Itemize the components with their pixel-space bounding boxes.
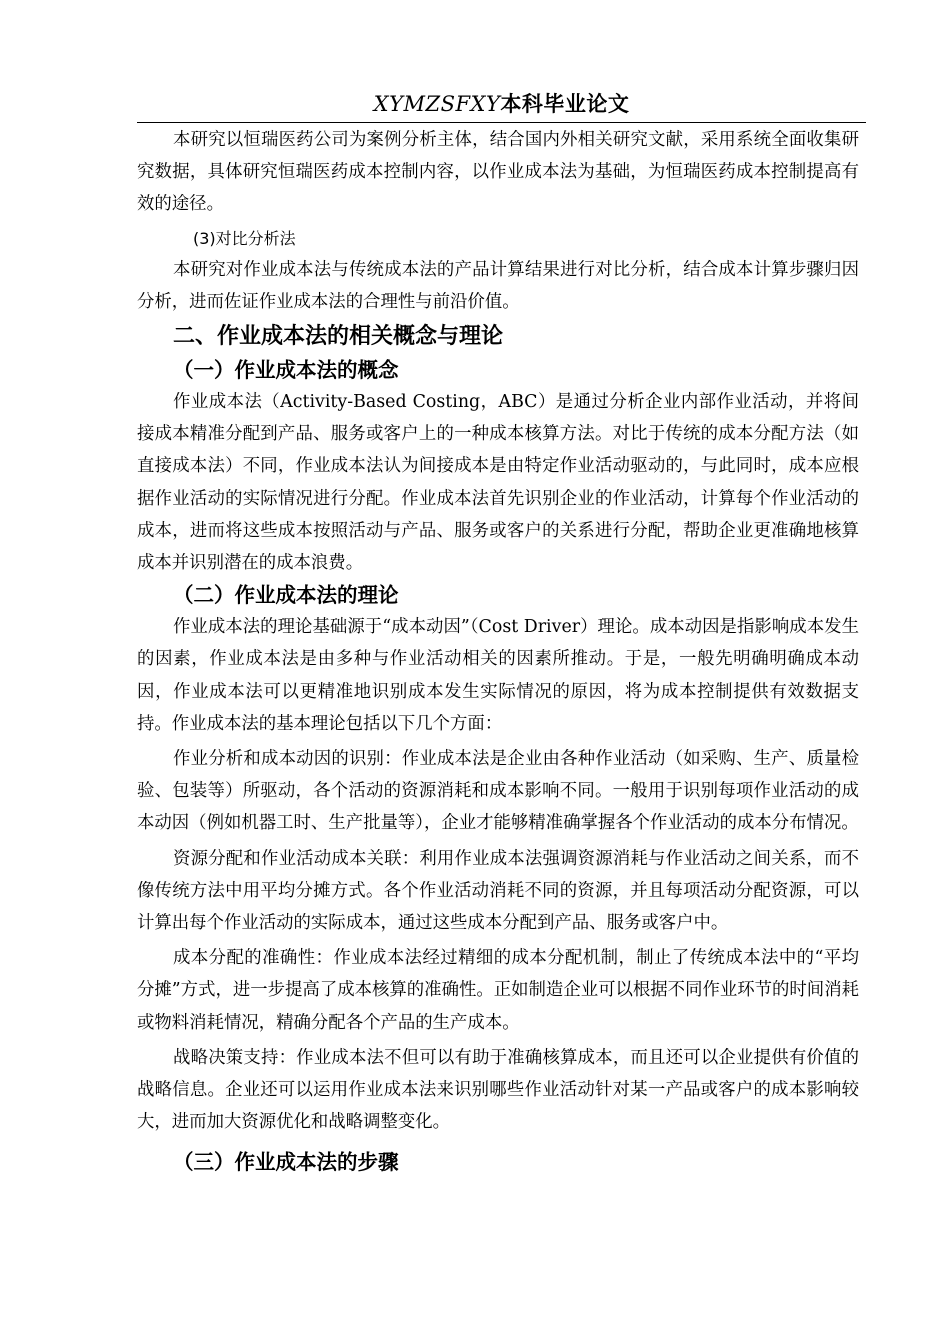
paragraph-resource-allocation: 资源分配和作业活动成本关联：利用作业成本法强调资源消耗与作业活动之间关系，而不像传统方法中用平均分摊方式。各个作业活动消耗不同的资源，并且每项活动分配资源，可以计算出每个作业活动的实际成本，通过这些成本分配到产品、服务或客户中。 — [137, 848, 859, 934]
subsection-3-heading: （三）作业成本法的步骤 — [173, 1150, 399, 1175]
header-latin-code: XYMZSFXY — [373, 92, 501, 116]
paragraph-method-3: 本研究对作业成本法与传统成本法的产品计算结果进行对比分析，结合成本计算步骤归因分析，进而佐证作业成本法的合理性与前沿价值。 — [137, 259, 859, 312]
paragraph-concept: 作业成本法（Activity-Based Costing，ABC）是通过分析企业内部作业活动，并将间接成本精准分配到产品、服务或客户上的一种成本核算方法。对比于传统的成本分配方法（如直接成本法）不同，作业成本法认为间接成本是由特定作业活动驱动的，与此同时，成本应根据作业活动的实际情况进行分配。作业成本法首先识别企业的作业活动，计算每个作业活动的成本，进而将这些成本按照活动与产品、服务或客户的关系进行分配，帮助企业更准确地核算成本并识别潜在的成本浪费。 — [137, 392, 859, 574]
running-header — [137, 92, 866, 116]
paragraph-activity-analysis: 作业分析和成本动因的识别：作业成本法是企业由各种作业活动（如采购、生产、质量检验、包装等）所驱动，各个活动的资源消耗和成本影响不同。一般用于识别每项作业活动的成本动因（例如机器工时、生产批量等），企业才能够精准确掌握各个作业活动的成本分布情况。 — [137, 749, 859, 834]
method-3-heading: (3)对比分析法 — [193, 228, 296, 248]
paragraph-intro: 本研究以恒瑞医药公司为案例分析主体，结合国内外相关研究文献，采用系统全面收集研究数据，具体研究恒瑞医药成本控制内容，以作业成本法为基础，为恒瑞医药成本控制提高有效的途径。 — [137, 130, 859, 215]
paragraph-strategy-support: 战略决策支持：作业成本法不但可以有助于准确核算成本，而且还可以企业提供有价值的战略信息。企业还可以运用作业成本法来识别哪些作业活动针对某一产品或客户的成本影响较大，进而加大资源优化和战略调整变化。 — [137, 1047, 859, 1133]
section-2-heading: 二、作业成本法的相关概念与理论 — [173, 324, 504, 350]
subsection-2-heading: （二）作业成本法的理论 — [173, 583, 399, 608]
header-rule — [137, 122, 866, 123]
page-body — [137, 124, 859, 1178]
subsection-1-heading: （一）作业成本法的概念 — [173, 358, 399, 383]
paragraph-allocation-accuracy: 成本分配的准确性：作业成本法经过精细的成本分配机制，制止了传统成本法中的“平均分摊”方式，进一步提高了成本核算的准确性。正如制造企业可以根据不同作业环节的时间消耗或物料消耗情况，精确分配各个产品的生产成本。 — [137, 948, 859, 1033]
header-title: 本科毕业论文 — [500, 92, 630, 116]
paragraph-theory: 作业成本法的理论基础源于“成本动因”（Cost Driver）理论。成本动因是指影响成本发生的因素，作业成本法是由多种与作业活动相关的因素所推动。于是，一般先明确明确成本动因，作业成本法可以更精准地识别成本发生实际情况的原因，将为成本控制提供有效数据支持。作业成本法的基本理论包括以下几个方面： — [137, 617, 859, 734]
